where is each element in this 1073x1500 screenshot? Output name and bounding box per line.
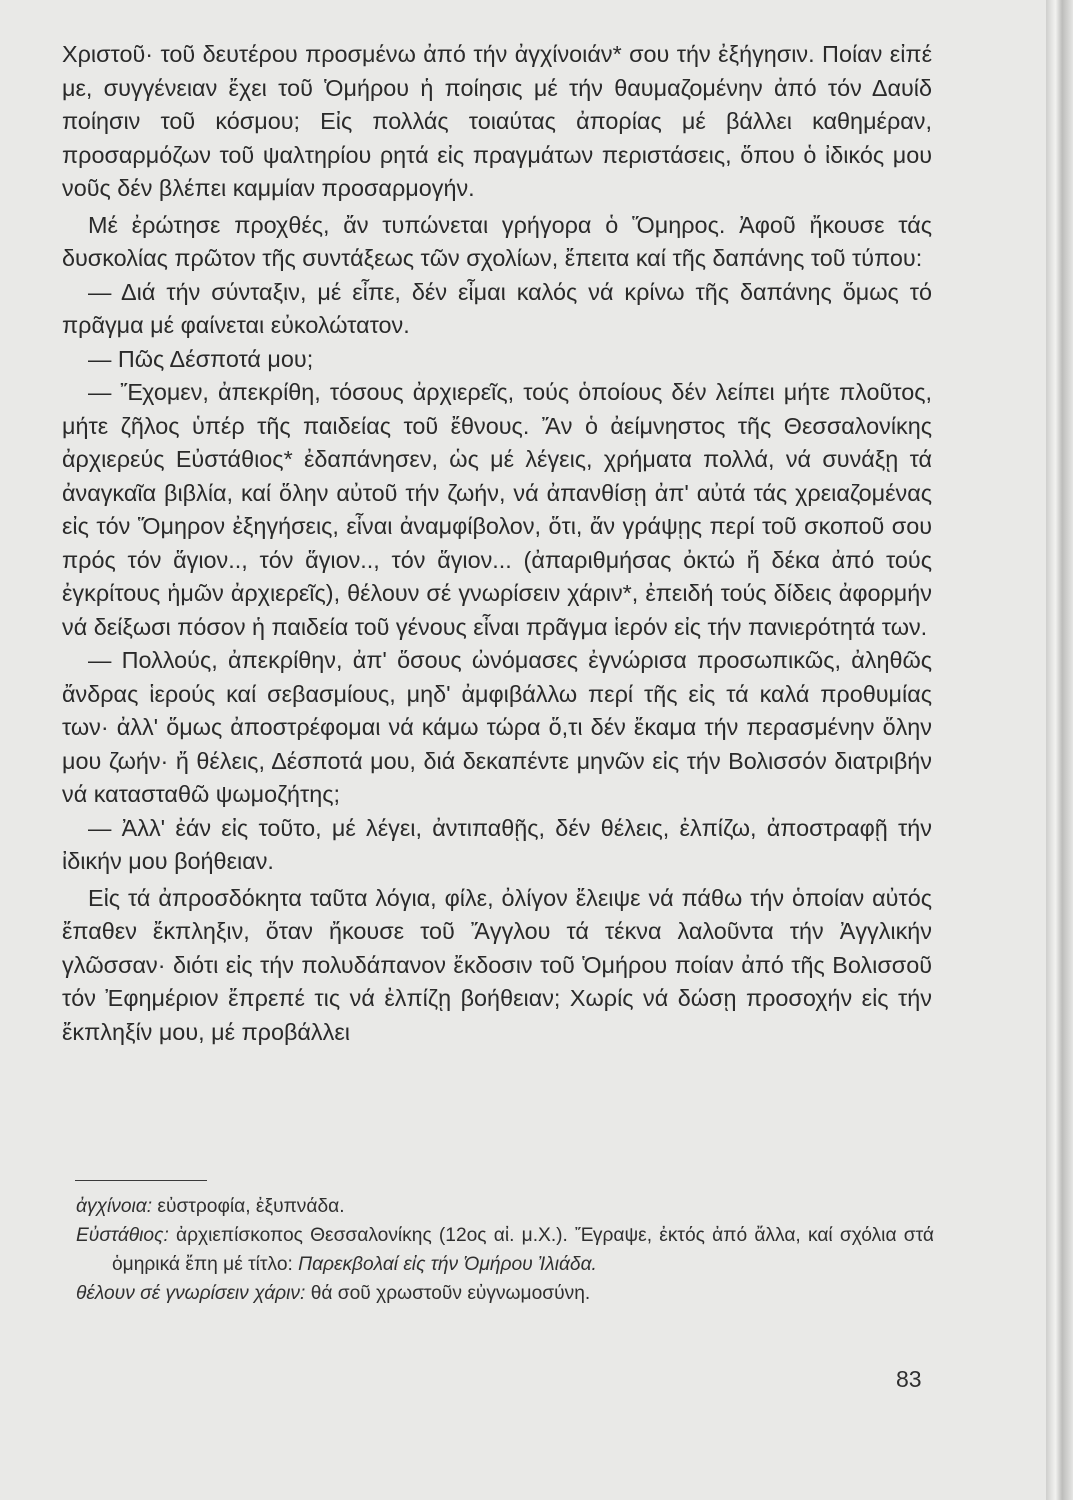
paragraph-4: — Πῶς Δέσποτά μου;: [88, 345, 314, 372]
paragraph-8: Εἰς τά ἀπροσδόκητα ταῦτα λόγια, φίλε, ὀλίγον ἔλειψε νά πάθω τήν ὁποίαν αὐτός ἔπαθεν ἔκπληξιν, ὅταν ἤκουσε τοῦ Ἄγγλου τά τέκνα λαλοῦντα τήν Ἀγγλικήν γλῶσσαν· διότι εἰς τήν πολυδάπανον ἔκδοσιν τοῦ Ὁμήρου ποίαν ἀπό τῆς Βολισσοῦ τόν Ἐφημέριον ἔπρεπέ τις νά ἐλπίζῃ βοήθειαν; Χωρίς νά δώσῃ προσοχήν εἰς τήν ἔκπληξίν μου, μέ προβάλλει: [62, 884, 932, 1045]
footnote-text: θά σοῦ χρωστοῦν εὐγνωμοσύνη.: [310, 1283, 591, 1304]
footnote-divider: [75, 1180, 207, 1181]
paragraph-5: — Ἔχομεν, ἀπεκρίθη, τόσους ἀρχιερεῖς, τούς ὁποίους δέν λείπει μήτε πλοῦτος, μήτε ζῆλος ὑπέρ τῆς παιδείας τοῦ ἔθνους. Ἄν ὁ ἀείμνηστος τῆς Θεσσαλονίκης ἀρχιερεύς Εὐστάθιος* ἐδαπάνησεν, ὡς μέ λέγεις, χρήματα πολλά, νά συνάξῃ τά ἀναγκαῖα βιβλία, καί ὅλην αὐτοῦ τήν ζωήν, νά ἀπανθίσῃ ἀπ' αὐτά τάς χρειαζομένας εἰς τόν Ὅμηρον ἐξηγήσεις, εἶναι ἀναμφίβολον, ὅτι, ἄν γράψῃς περί τοῦ σκοποῦ σου πρός τόν ἅγιον.., τόν ἅγιον.., τόν ἅγιον... (ἀπαριθμήσας ὀκτώ ἤ δέκα ἀπό τούς ἐγκρίτους ἡμῶν ἀρχιερεῖς), θέλουν σέ γνωρίσειν χάριν*, ἐπειδή τούς δίδεις ἀφορμήν νά δείξωσι πόσον ἡ παιδεία τοῦ γένους εἶναι πρᾶγμα ἱερόν εἰς τήν πανιερότητά των.: [62, 379, 932, 640]
footnote-term: ἀγχίνοια:: [76, 1196, 153, 1217]
footnote-title: Παρεκβολαί εἰς τήν Ὁμήρου Ἰλιάδα.: [298, 1254, 597, 1275]
footnote-term: θέλουν σέ γνωρίσειν χάριν:: [76, 1283, 306, 1304]
footnote-2: [76, 1221, 934, 1279]
paragraph-6: — Πολλούς, ἀπεκρίθην, ἀπ' ὅσους ὠνόμασες ἐγνώρισα προσωπικῶς, ἀληθῶς ἄνδρας ἱερούς καί σεβασμίους, μηδ' ἀμφιβάλλω περί τῆς εἰς τά καλά προθυμίας των· ἀλλ' ὅμως ἀποστρέφομαι νά κάμω τώρα ὅ,τι δέν ἔκαμα τήν περασμένην ὅλην μου ζωήν· ἤ θέλεις, Δέσποτά μου, διά δεκαπέντε μηνῶν εἰς τήν Βολισσόν διατριβήν νά κατασταθῶ ψωμοζήτης;: [62, 647, 932, 807]
paragraph-3: — Διά τήν σύνταξιν, μέ εἶπε, δέν εἶμαι καλός νά κρίνω τῆς δαπάνης ὅμως τό πρᾶγμα μέ φαίνεται εὐκολώτατον.: [62, 278, 932, 338]
footnote-term: Εὐστάθιος:: [76, 1225, 169, 1246]
footnote-3: [76, 1279, 934, 1308]
footnote-1: [76, 1192, 934, 1221]
footnote-text: ἀρχιεπίσκοπος Θεσσαλονίκης (12ος αἰ. μ.Χ.). Ἔγραψε, ἐκτός ἀπό ἄλλα, καί σχόλια στά ὁμηρικά ἔπη μέ τίτλο:: [112, 1225, 934, 1275]
page-edge: [1046, 0, 1073, 1500]
paragraph-7: — Ἀλλ' ἐάν εἰς τοῦτο, μέ λέγει, ἀντιπαθῇς, δέν θέλεις, ἐλπίζω, ἀποστραφῇ τήν ἰδικήν μου βοήθειαν.: [62, 814, 932, 874]
footnotes: [76, 1192, 934, 1308]
paragraph-1: Χριστοῦ· τοῦ δευτέρου προσμένω ἀπό τήν ἀγχίνοιάν* σου τήν ἐξήγησιν. Ποίαν εἰπέ με, συγγένειαν ἔχει τοῦ Ὁμήρου ἡ ποίησις μέ τήν θαυμαζομένην ἀπό τόν Δαυίδ ποίησιν τοῦ κόσμου; Εἰς πολλάς τοιαύτας ἀπορίας μέ βάλλει καθημέραν, προσαρμόζων τοῦ ψαλτηρίου ρητά εἰς πραγμάτων περιστάσεις, ὅπου ὁ ἰδικός μου νοῦς δέν βλέπει καμμίαν προσαρμογήν.: [62, 41, 932, 201]
paragraph-2: Μέ ἐρώτησε προχθές, ἄν τυπώνεται γρήγορα ὁ Ὅμηρος. Ἀφοῦ ἤκουσε τάς δυσκολίας πρῶτον τῆς συντάξεως τῶν σχολίων, ἔπειτα καί τῆς δαπάνης τοῦ τύπου:: [62, 211, 932, 271]
main-text: [62, 38, 932, 1049]
page-number: 83: [896, 1366, 922, 1392]
footnote-text: εὐστροφία, ἐξυπνάδα.: [157, 1196, 345, 1217]
